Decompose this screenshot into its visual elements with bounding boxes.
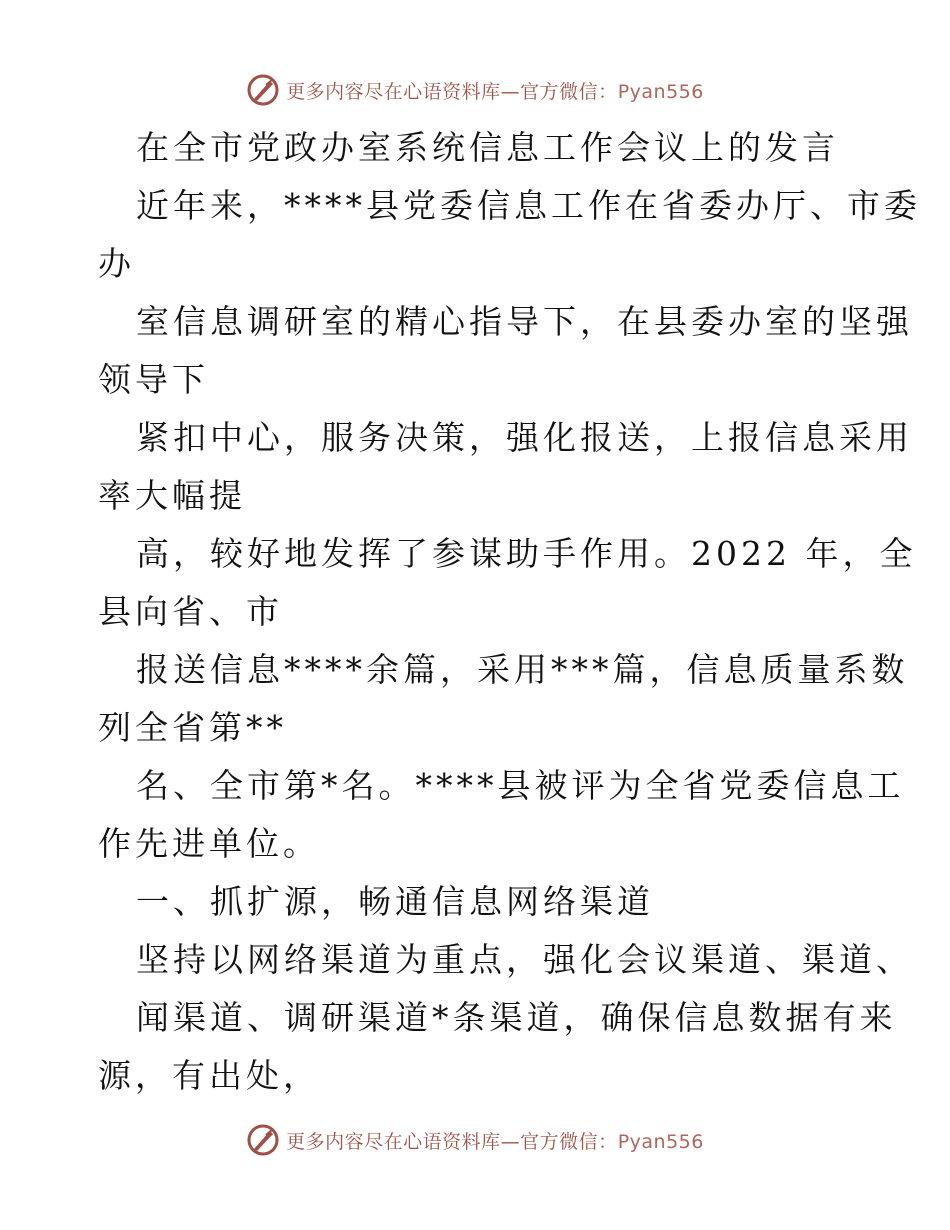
paragraph-line: 办 xyxy=(98,244,135,283)
watermark-wechat-id: Pyan556 xyxy=(617,80,704,103)
paragraph-line: 报送信息****余篇，采用***篇，信息质量系数 xyxy=(136,650,909,689)
paragraph-line: 高，较好地发挥了参谋助手作用。2022 年，全 xyxy=(136,534,917,573)
document-title: 在全市党政办室系统信息工作会议上的发言 xyxy=(136,128,839,167)
section-heading: 一、抓扩源，畅通信息网络渠道 xyxy=(136,882,654,921)
paragraph-line: 闻渠道、调研渠道*条渠道，确保信息数据有来 xyxy=(136,998,897,1037)
watermark-separator: — xyxy=(500,80,521,103)
watermark-wechat-id: Pyan556 xyxy=(617,1130,704,1153)
paragraph-line: 作先进单位。 xyxy=(98,824,320,863)
watermark-site-text: 更多内容尽在心语资料库 xyxy=(286,80,501,103)
paragraph-line: 紧扣中心，服务决策，强化报送，上报信息采用 xyxy=(136,418,913,457)
paragraph-line: 列全省第** xyxy=(98,708,287,747)
watermark-text xyxy=(286,1127,704,1154)
paragraph-line: 领导下 xyxy=(98,360,209,399)
watermark-wechat-label: 官方微信： xyxy=(520,80,618,103)
watermark-site-text: 更多内容尽在心语资料库 xyxy=(286,1130,501,1153)
paragraph-line: 近年来，****县党委信息工作在省委办厅、市委 xyxy=(136,186,921,225)
feather-pen-logo-icon xyxy=(246,1123,280,1157)
paragraph-line: 室信息调研室的精心指导下，在县委办室的坚强 xyxy=(136,302,913,341)
watermark-text xyxy=(286,77,704,104)
paragraph-line: 源，有出处， xyxy=(98,1056,320,1095)
paragraph-line: 名、全市第*名。****县被评为全省党委信息工 xyxy=(136,766,905,805)
watermark-banner-top xyxy=(0,70,950,110)
watermark-separator: — xyxy=(500,1130,521,1153)
paragraph-line: 率大幅提 xyxy=(98,476,246,515)
watermark-wechat-label: 官方微信： xyxy=(520,1130,618,1153)
paragraph-line: 县向省、市 xyxy=(98,592,283,631)
paragraph-line: 坚持以网络渠道为重点，强化会议渠道、渠道、 xyxy=(136,940,913,979)
feather-pen-logo-icon xyxy=(246,73,280,107)
watermark-banner-bottom xyxy=(0,1120,950,1160)
